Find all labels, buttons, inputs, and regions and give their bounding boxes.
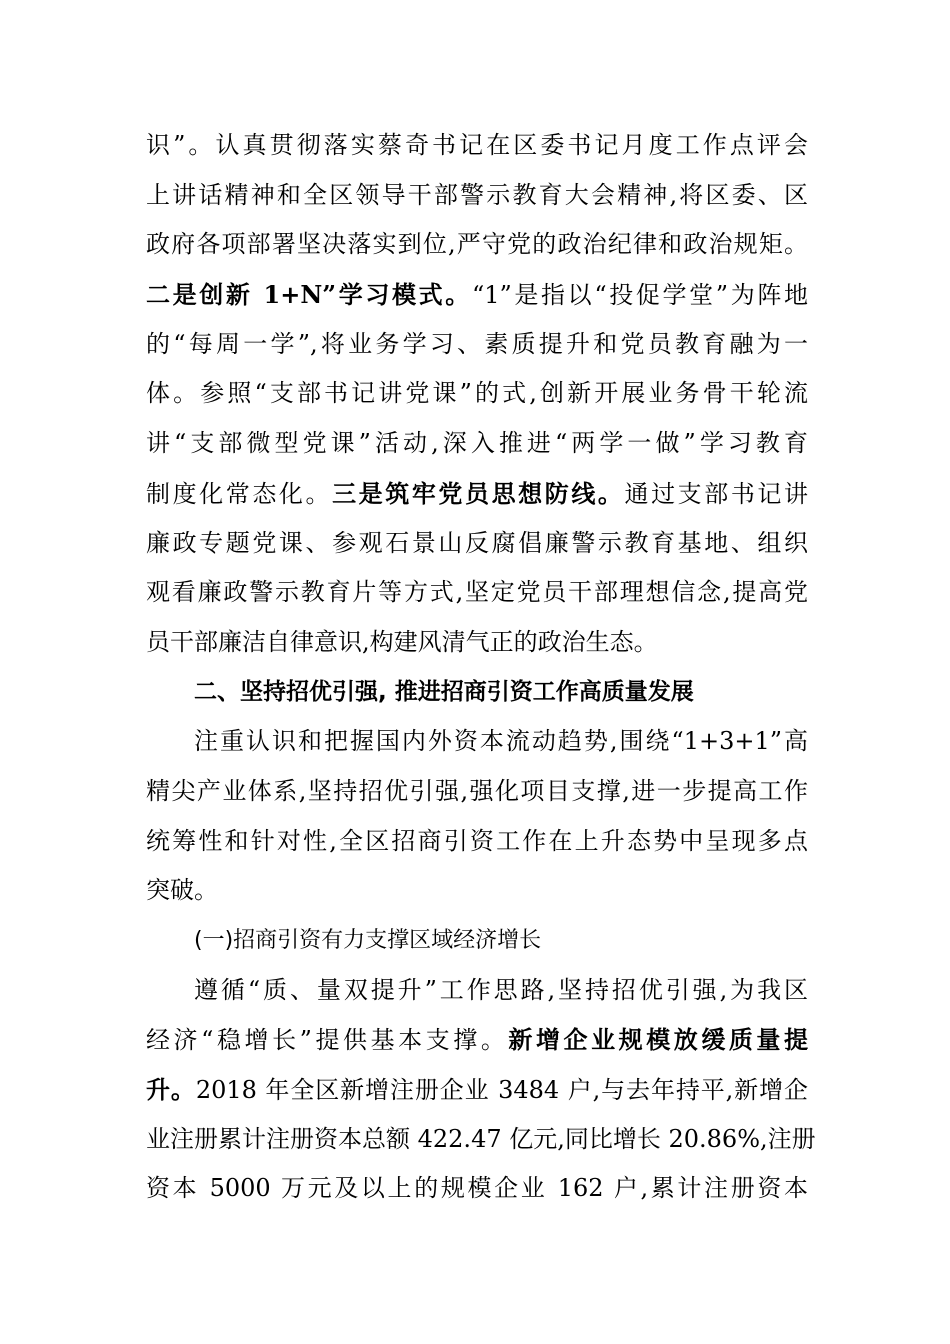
text-line (146, 866, 808, 916)
line-content (146, 469, 808, 519)
text-line (146, 220, 808, 270)
paragraph-indent (146, 916, 194, 966)
paragraph-indent (146, 966, 194, 1016)
line-content (146, 369, 808, 419)
body-text: 廉政专题党课、参观石景山反腐倡廉警示教育基地、组织 (146, 528, 808, 557)
line-content (146, 568, 808, 618)
line-content (146, 1115, 816, 1165)
text-line (146, 419, 808, 469)
line-content (146, 270, 808, 320)
body-text: 的“每周一学”,将业务学习、素质提升和党员教育融为一 (146, 329, 808, 358)
body-text: 讲“支部微型党课”活动,深入推进“两学一做”学习教育 (146, 429, 808, 458)
body-text: 上讲话精神和全区领导干部警示教育大会精神,将区委、区 (146, 180, 808, 209)
text-line (146, 121, 808, 171)
body-text: 体。参照“支部书记讲党课”的式,创新开展业务骨干轮流 (146, 379, 808, 408)
paragraph-indent (146, 668, 194, 718)
line-content (194, 966, 808, 1016)
text-line (146, 1065, 808, 1115)
text-line (146, 1015, 808, 1065)
text-line (146, 717, 808, 767)
line-content (146, 419, 808, 469)
text-line (146, 320, 808, 370)
line-content (146, 121, 808, 171)
paragraph-indent (146, 717, 194, 767)
body-text: 政府各项部署坚决落实到位,严守党的政治纪律和政治规矩。 (146, 230, 808, 259)
bold-text: 新增企业规模放缓质量提 (508, 1025, 808, 1055)
body-text: 制度化常态化。 (146, 479, 333, 508)
line-content (146, 519, 808, 569)
text-line (146, 171, 808, 221)
text-line (146, 568, 808, 618)
body-text: 统筹性和针对性,全区招商引资工作在上升态势中呈现多点 (146, 826, 808, 855)
line-content (146, 1015, 808, 1065)
body-text: 观看廉政警示教育片等方式,坚定党员干部理想信念,提高党 (146, 578, 808, 607)
body-text: 经济“稳增长”提供基本支撑。 (146, 1026, 509, 1055)
body-text: 资本 5000 万元及以上的规模企业 162 户,累计注册资本 (146, 1174, 808, 1203)
line-content (146, 817, 808, 867)
body-text: 遵循“质、量双提升”工作思路,坚持招优引强,为我区 (194, 975, 808, 1004)
body-text: 识”。认真贯彻落实蔡奇书记在区委书记月度工作点评会 (146, 131, 808, 159)
text-line (146, 817, 808, 867)
bold-text: 二是创新 1+N”学习模式。 (146, 280, 472, 310)
text-line (146, 1115, 816, 1165)
line-content (194, 717, 808, 767)
line-content (146, 866, 808, 916)
line-content (194, 916, 808, 966)
text-line (146, 369, 808, 419)
line-content (146, 1065, 808, 1115)
body-text: (一)招商引资有力支撑区域经济增长 (194, 928, 542, 953)
body-text: 员干部廉洁自律意识,构建风清气正的政治生态。 (146, 627, 658, 656)
text-line (146, 767, 808, 817)
line-content (146, 220, 808, 270)
line-content (146, 618, 808, 668)
body-text: “1”是指以“投促学堂”为阵地 (471, 281, 808, 310)
document-page (146, 121, 816, 1214)
text-line (146, 469, 808, 519)
text-line (146, 618, 808, 668)
body-text: 突破。 (146, 876, 218, 905)
text-line (146, 1164, 808, 1214)
body-text: 精尖产业体系,坚持招优引强,强化项目支撑,进一步提高工作 (146, 776, 808, 805)
bold-text: 二、坚持招优引强, 推进招商引资工作高质量发展 (194, 678, 694, 705)
body-text: 业注册累计注册资本总额 422.47 亿元,同比增长 20.86%,注册 (146, 1124, 816, 1153)
text-line (146, 966, 808, 1016)
body-text: 2018 年全区新增注册企业 3484 户,与去年持平,新增企 (195, 1076, 808, 1105)
line-content (146, 320, 808, 370)
line-content (194, 668, 808, 718)
line-content (146, 1164, 808, 1214)
subsection-heading (146, 916, 808, 966)
line-content (146, 767, 808, 817)
line-content (146, 171, 808, 221)
bold-text: 三是筑牢党员思想防线。 (332, 478, 625, 508)
body-text: 注重认识和把握国内外资本流动趋势,围绕“1+3+1”高 (194, 727, 808, 756)
bold-text: 升。 (146, 1075, 196, 1105)
text-line (146, 519, 808, 569)
text-line (146, 270, 808, 320)
body-text: 通过支部书记讲 (624, 479, 809, 508)
section-heading (146, 668, 808, 718)
